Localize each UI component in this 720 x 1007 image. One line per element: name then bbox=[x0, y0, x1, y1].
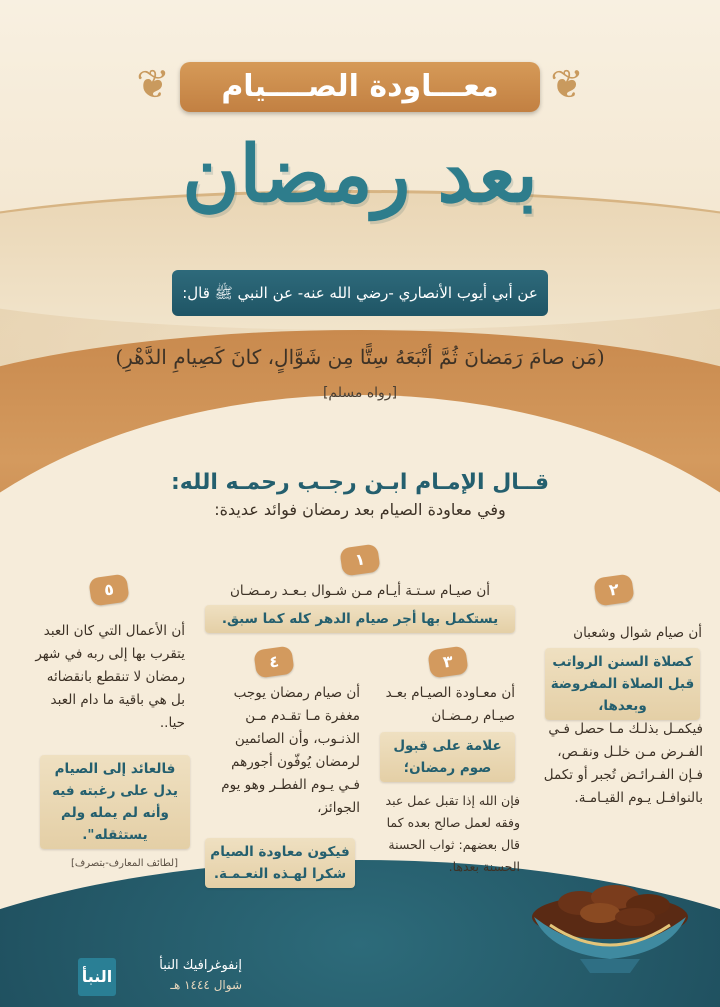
narrator-banner: عن أبي أيوب الأنصاري -رضي الله عنه- عن النبي ﷺ قال: bbox=[172, 270, 548, 316]
footer-publisher: إنفوغرافيك النبأ bbox=[159, 958, 242, 973]
page-title: معـــاودة الصــــيام bbox=[180, 62, 540, 112]
point-1-highlight: يستكمل بها أجر صيام الدهر كله كما سبق. bbox=[205, 605, 515, 633]
ornament-left-icon: ❦ bbox=[136, 62, 170, 108]
point-2-text-continued: فيكمـل بذلـك مـا حصل فـي الفـرض مـن خلـل ونقـص، فـإن الفـرائـض تُجبر أو تكمل بالنوافـل يـوم القيـامـة. bbox=[543, 721, 703, 806]
point-3-text-continued: فإن الله إذا تقبل عمل عبد وفقه لعمل صالح بعده كما قال بعضهم: ثواب الحسنة الحسنة بعدها. bbox=[385, 793, 520, 874]
point-number-2: ٢ bbox=[593, 573, 635, 606]
point-5-text: أن الأعمال التي كان العبد يتقرب بها إلى ربه في شهر رمضان لا تنقطع بانقضائه بل هي باقية ما دام العبد حيا.. bbox=[35, 623, 185, 731]
point-number-3: ٣ bbox=[427, 645, 469, 678]
point-1-text: أن صيـام سـتـة أيـام مـن شـوال بـعـد رمـضـان bbox=[229, 583, 491, 599]
point-4-text: أن صيام رمضان يوجب مغفرة مـا تقـدم مـن الذنـوب، وأن الصائمين لرمضان يُوفّون أجورهم فـي يـوم الفطـر وهو يوم الجوائز، bbox=[221, 685, 360, 816]
point-number-5: ٥ bbox=[88, 573, 130, 606]
hadith-source: [رواه مسلم] bbox=[322, 385, 398, 401]
point-5-highlight: فالعائد إلى الصيام يدل على رغبته فيه وأنه لم يمله ولم يستثقله". bbox=[40, 755, 190, 849]
ibn-rajab-title: قــال الإمـام ابـن رجـب رحمـه الله: bbox=[170, 470, 550, 495]
dates-bowl-icon bbox=[520, 855, 700, 975]
point-2-highlight: كصلاة السنن الرواتب قبل الصلاة المفروضة وبعدها، bbox=[545, 648, 700, 720]
calligraphy-title: بعد رمضان bbox=[182, 129, 538, 220]
footer-logo: النبأ bbox=[78, 958, 116, 996]
footer-date: شوال ١٤٤٤ هـ bbox=[170, 978, 242, 992]
point-4-highlight: فيكون معاودة الصيام شكرا لهـذه النعـمـة. bbox=[205, 838, 355, 888]
point-number-1: ١ bbox=[339, 543, 381, 576]
point-number-4: ٤ bbox=[253, 645, 295, 678]
point-3-highlight: علامة على قبول صوم رمضان؛ bbox=[380, 732, 515, 782]
hadith-text: (مَن صامَ رَمَضانَ ثُمَّ أتْبَعَهُ سِتًّا مِن شَوَّالٍ، كانَ كَصِيامِ الدَّهْرِ) bbox=[115, 345, 605, 369]
ibn-rajab-subtitle: وفي معاودة الصيام بعد رمضان فوائد عديدة: bbox=[214, 500, 506, 519]
point-5-source: [لطائف المعارف-بتصرف] bbox=[70, 858, 178, 869]
ornament-right-icon: ❦ bbox=[550, 62, 584, 108]
point-3-text: أن معـاودة الصيـام بعـد صيـام رمـضـان bbox=[385, 685, 515, 724]
point-2-text: أن صيام شوال وشعبان bbox=[573, 625, 702, 641]
